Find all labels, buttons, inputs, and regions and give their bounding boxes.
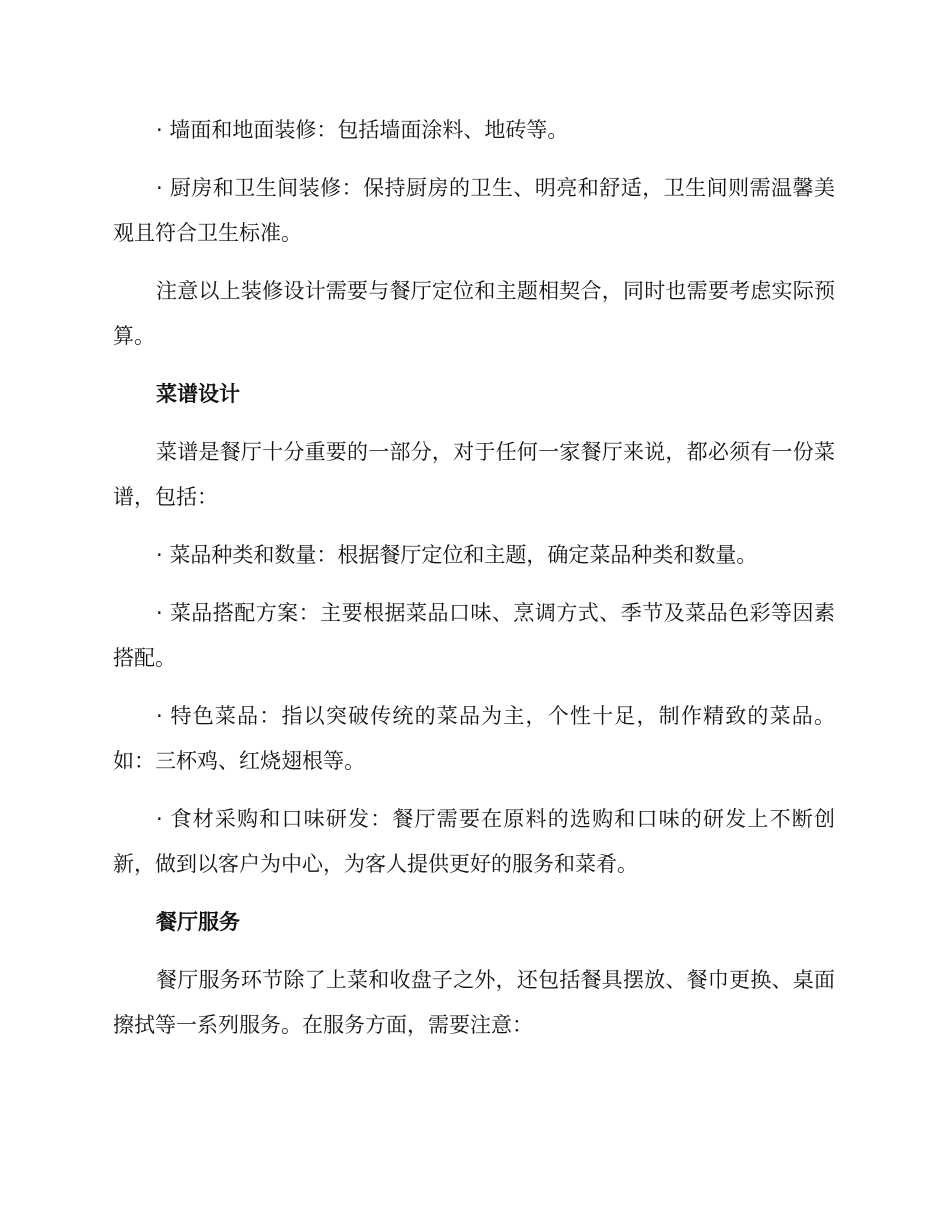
section-heading-menu-design: 菜谱设计 [156, 382, 240, 406]
bullet-dish-types: · 菜品种类和数量：根据餐厅定位和主题，确定菜品种类和数量。 [156, 543, 758, 567]
bullet-dish-pairing: · 菜品搭配方案：主要根据菜品口味、烹调方式、季节及菜品色彩等因素搭配。 [113, 601, 835, 670]
document-page [113, 108, 835, 1061]
bullet-sourcing-flavor: · 食材采购和口味研发：餐厅需要在原料的选购和口味的研发上不断创新，做到以客户为中心，为客人提供更好的服务和菜肴。 [113, 807, 835, 876]
note-paragraph: 注意以上装修设计需要与餐厅定位和主题相契合，同时也需要考虑实际预算。 [113, 279, 835, 348]
service-intro-paragraph: 餐厅服务环节除了上菜和收盘子之外，还包括餐具摆放、餐巾更换、桌面擦拭等一系列服务。在服务方面，需要注意： [113, 968, 835, 1037]
bullet-signature-dishes: · 特色菜品：指以突破传统的菜品为主，个性十足，制作精致的菜品。如：三杯鸡、红烧翅根等。 [113, 704, 835, 773]
menu-intro-paragraph: 菜谱是餐厅十分重要的一部分，对于任何一家餐厅来说，都必须有一份菜谱，包括： [113, 440, 835, 509]
bullet-kitchen-bathroom: · 厨房和卫生间装修：保持厨房的卫生、明亮和舒适，卫生间则需温馨美观且符合卫生标准。 [113, 176, 835, 245]
bullet-wall-floor: · 墙面和地面装修：包括墙面涂料、地砖等。 [156, 118, 569, 142]
section-heading-restaurant-service: 餐厅服务 [156, 910, 240, 934]
